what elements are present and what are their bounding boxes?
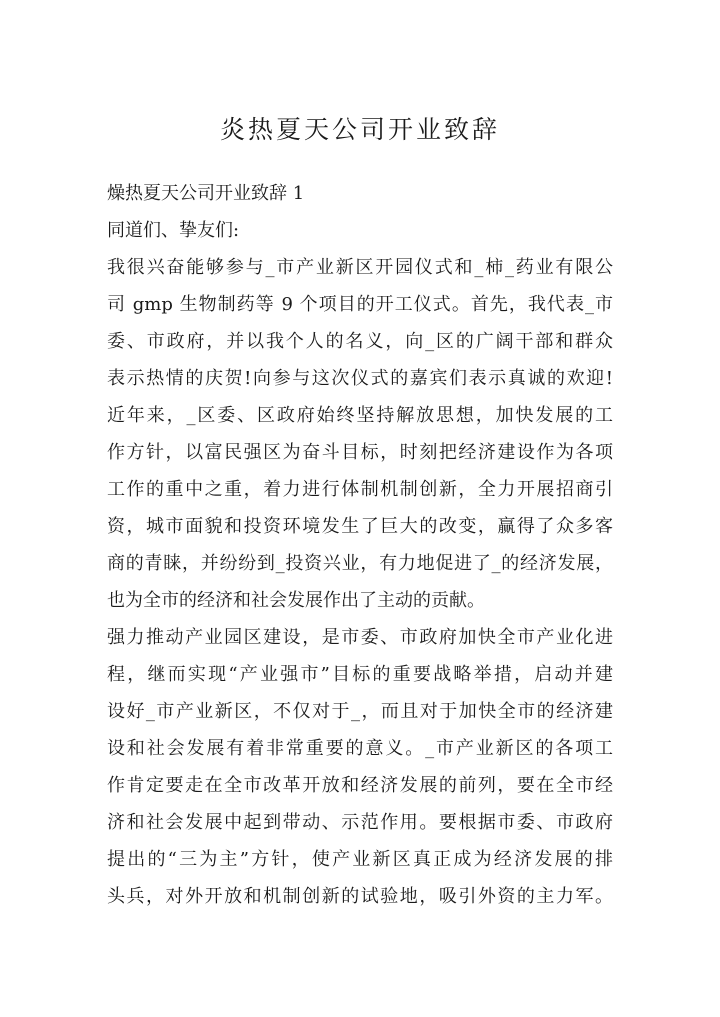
paragraph-line: 商的青睐，并纷纷到_投资兴业，有力地促进了_的经济发展， [107,553,613,574]
paragraph-line: 司 gmp 生物制药等 9 个项目的开工仪式。首先，我代表_市 [107,294,613,315]
paragraph-line: 近年来，_区委、区政府始终坚持解放思想，加快发展的工 [107,405,613,426]
paragraph-line: 表示热情的庆贺!向参与这次仪式的嘉宾们表示真诚的欢迎! [107,368,613,389]
paragraph-line: 也为全市的经济和社会发展作出了主动的贡献。 [107,590,485,611]
document-body [107,175,613,915]
document-title: 炎热夏天公司开业致辞 [219,115,500,144]
paragraph-line: 济和社会发展中起到带动、示范作用。要根据市委、市政府 [107,812,613,833]
paragraph-line: 设好_市产业新区，不仅对于_，而且对于加快全市的经济建 [107,701,613,722]
paragraph-line: 设和社会发展有着非常重要的意义。_市产业新区的各项工 [107,738,613,759]
paragraph-line: 我很兴奋能够参与_市产业新区开园仪式和_柿_药业有限公 [107,257,613,278]
paragraph-line: 工作的重中之重，着力进行体制机制创新，全力开展招商引 [107,479,613,500]
subtitle-line: 燥热夏天公司开业致辞 1 [107,183,305,204]
paragraph-line: 资，城市面貌和投资环境发生了巨大的改变，赢得了众多客 [107,516,613,537]
salutation-line: 同道们、挚友们: [107,220,240,241]
paragraph-line: 强力推动产业园区建设，是市委、市政府加快全市产业化进 [107,627,613,648]
paragraph-line: 提出的“三为主”方针，使产业新区真正成为经济发展的排 [107,849,613,870]
paragraph-line: 作方针，以富民强区为奋斗目标，时刻把经济建设作为各项 [107,442,613,463]
paragraph-line: 头兵，对外开放和机制创新的试验地，吸引外资的主力军。 [107,886,613,907]
paragraph-line: 程，继而实现“产业强市”目标的重要战略举措，启动并建 [107,664,613,685]
paragraph-line: 作肯定要走在全市改革开放和经济发展的前列，要在全市经 [107,775,613,796]
paragraph-line: 委、市政府，并以我个人的名义，向_区的广阔干部和群众 [107,331,613,352]
